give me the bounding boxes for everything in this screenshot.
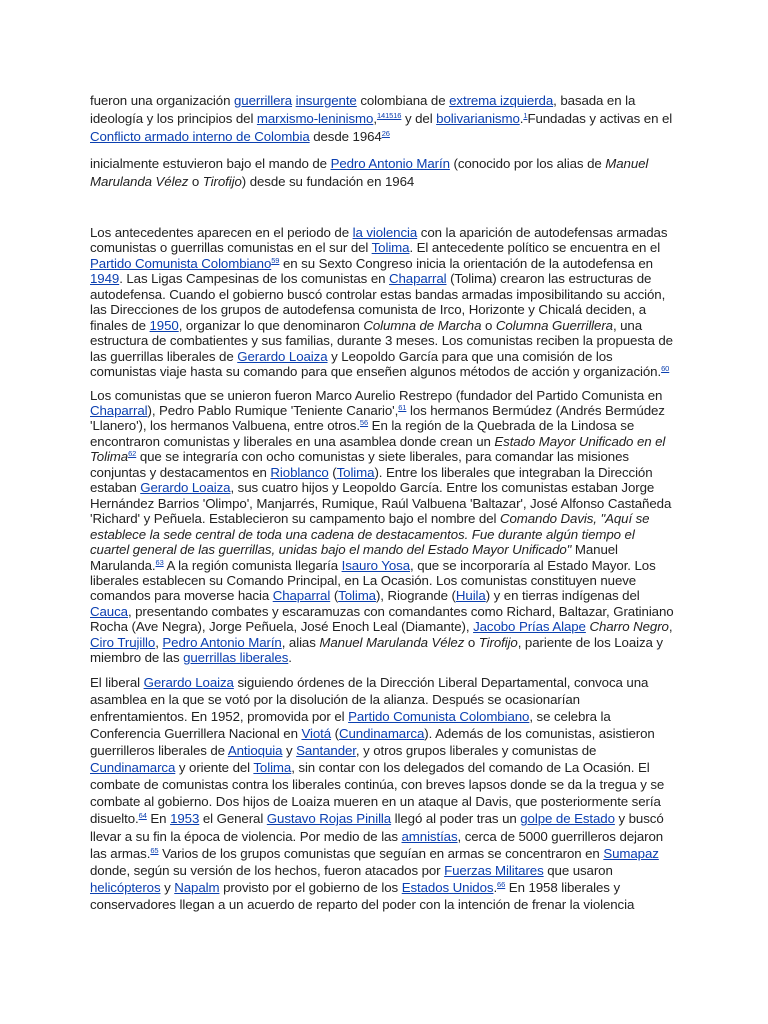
link-amnistias[interactable]: amnistías <box>401 828 458 844</box>
text-run: el General <box>199 811 267 827</box>
text-run: colombiana de <box>356 93 450 108</box>
italic-text: Tirofijo <box>478 634 518 650</box>
link-estados-unidos[interactable]: Estados Unidos <box>401 879 494 895</box>
text-run: donde, según su versión de los hechos, fueron atacados por <box>90 862 445 878</box>
link-chaparral[interactable]: Chaparral <box>272 588 331 604</box>
text-run: y oriente del <box>175 760 254 776</box>
text-run: (conocido por los alias de <box>449 156 606 171</box>
link-viota[interactable]: Viotá <box>301 725 332 741</box>
text-run: En <box>146 811 171 827</box>
text-run: , <box>373 111 377 126</box>
citation <box>661 364 669 373</box>
paragraph-intro <box>90 92 676 146</box>
italic-text: Tirofijo <box>202 174 242 189</box>
citation-link[interactable]: 63 <box>155 557 164 567</box>
text-run: ( <box>328 464 337 480</box>
article-body <box>90 92 676 913</box>
text-run: El liberal <box>90 674 144 690</box>
text-run: llegó al poder tras un <box>391 811 521 827</box>
citation-link[interactable]: 56 <box>359 418 369 428</box>
paragraph-comunistas <box>90 388 676 666</box>
text-run: ), Riogrande ( <box>375 588 456 604</box>
link-golpe-de-estado[interactable]: golpe de Estado <box>520 811 615 827</box>
link-ciro-trujillo[interactable]: Ciro Trujillo <box>90 634 156 650</box>
text-run: (Tolima) crearon las estructuras de autodefensa. Cuando el gobierno buscó controlar estas bandas armadas imposibilitando su acción, las Direcciones de los grupos de autodefensa comunista de Irco, Horizonte y Chicalá deciden, a finales de <box>90 271 666 333</box>
citation <box>156 558 164 567</box>
link-la-violencia[interactable]: la violencia <box>352 225 418 240</box>
text-run: , se celebra la Conferencia Guerrillera Nacional en <box>90 708 611 741</box>
link-napalm[interactable]: Napalm <box>174 879 220 895</box>
link-bolivarianismo[interactable]: bolivarianismo <box>436 111 520 126</box>
text-run: o <box>188 174 203 189</box>
link-gerardo-loaiza[interactable]: Gerardo Loaiza <box>237 348 328 364</box>
link-tolima[interactable]: Tolima <box>336 464 375 480</box>
text-run: Varios de los grupos comunistas que seguían en armas se concentraron en <box>158 845 604 861</box>
citation-link[interactable]: 61 <box>398 402 407 412</box>
text-run: con la aparición de autodefensas armadas comunistas o guerrillas comunistas en el sur del <box>90 225 668 256</box>
text-run: , presentando combates y escaramuzas con comandantes como Richard, Baltazar, Gratiniano Rocha (Ave Negra), Jorge Peñuela, José Enoch Leal (Diamante), <box>90 603 674 635</box>
link-helicopteros[interactable]: helicópteros <box>90 879 161 895</box>
citation-link[interactable]: 59 <box>271 255 280 265</box>
link-tolima[interactable]: Tolima <box>338 588 376 604</box>
link-partido-comunista-colombiano[interactable]: Partido Comunista Colombiano <box>90 255 272 271</box>
link-gerardo-loaiza[interactable]: Gerardo Loaiza <box>140 480 231 496</box>
citation-link[interactable]: 66 <box>497 879 506 889</box>
text-run: , pariente de los Loaiza y miembro de las <box>90 634 663 666</box>
text-run: . <box>519 111 524 126</box>
text-run: ). Entre los liberales que integraban la Dirección estaban <box>90 464 653 496</box>
link-chaparral[interactable]: Chaparral <box>389 271 447 287</box>
text-run: y <box>282 743 297 759</box>
text-run: que usaron <box>543 862 613 878</box>
link-marxismo-leninismo[interactable]: marxismo-leninismo <box>256 111 374 126</box>
citation-link[interactable]: 62 <box>128 449 137 459</box>
text-run: , sus cuatro hijos y Leopoldo García. Entre los comunistas estaban Jorge Hernández Barrios 'Olimpo', Manjarrés, Rumique, Raúl Valbuena 'Baltazar', José Alfonso Castañeda 'Richard' y Peñuela. Establecieron su campamento bajo el nombre del <box>90 480 672 527</box>
text-run: ) y en tierras indígenas del <box>485 588 640 604</box>
link-pedro-antonio-marin[interactable]: Pedro Antonio Marín <box>162 634 282 650</box>
link-cundinamarca[interactable]: Cundinamarca <box>90 760 176 776</box>
text-run: . Las Ligas Campesinas de los comunistas en <box>119 271 389 287</box>
text-run: A la región comunista llegaría <box>163 557 342 573</box>
text-run: ), Pedro Pablo Rumique 'Teniente Canario', <box>147 402 399 418</box>
link-huila[interactable]: Huila <box>455 588 486 604</box>
citation <box>360 418 368 427</box>
citation <box>150 846 158 855</box>
link-1953[interactable]: 1953 <box>170 811 200 827</box>
citation <box>497 880 505 889</box>
citation-link[interactable]: 26 <box>381 129 390 138</box>
italic-text: Comando Davis, "Aquí se establece la sede central de toda una cadena de destacamentos. Fue durante algún tiempo el cuartel general de las guerrillas, unidas bajo el mando del Estado Mayor Unificado" <box>90 511 650 558</box>
citation <box>377 111 401 120</box>
link-chaparral[interactable]: Chaparral <box>90 402 148 418</box>
citation-link[interactable]: 141516 <box>376 111 402 120</box>
link-antioquia[interactable]: Antioquia <box>227 743 283 759</box>
text-run: , que se incorporaría al Estado Mayor. Los liberales establecen su Comando Principal, en La Ocasión. Los comunistas constituyen nueve comandos para moverse hacia <box>90 557 656 604</box>
link-conflicto-armado-interno-de-colombia[interactable]: Conflicto armado interno de Colombia <box>90 129 310 144</box>
text-run: o <box>481 317 496 333</box>
text-run: los hermanos Bermúdez (Andrés Bermúdez 'Llanero'), los hermanos Valbuena, entre otros. <box>90 402 665 434</box>
text-run: , alias <box>281 634 320 650</box>
citation <box>382 129 390 138</box>
link-fuerzas-militares[interactable]: Fuerzas Militares <box>444 862 544 878</box>
text-run: En la región de la Quebrada de la Lindosa se encontraron comunistas y liberales en una asamblea donde crean un <box>90 418 635 449</box>
text-run: fueron una organización <box>90 93 234 108</box>
text-run: ( <box>330 588 339 604</box>
link-rioblanco[interactable]: Rioblanco <box>270 464 329 480</box>
link-santander[interactable]: Santander <box>296 743 356 759</box>
text-run: y buscó llevar a su fin la época de violencia. Por medio de las <box>90 811 664 844</box>
text-run: siguiendo órdenes de la Dirección Liberal Departamental, convoca una asamblea en la que se votó por la disolución de la alianza. Después se ocasionarían enfrentamientos. En 1952, promovida por el <box>90 674 649 724</box>
text-run: o <box>464 634 479 650</box>
link-pedro-antonio-marin[interactable]: Pedro Antonio Marín <box>330 156 450 171</box>
link-guerrillas-liberales[interactable]: guerrillas liberales <box>183 650 289 666</box>
text-run: ) desde su fundación en 1964 <box>241 174 415 189</box>
text-run: , una estructura de combatientes y sus familias, durante 3 meses. Los comunistas reciben la propuesta de las guerrillas liberales de <box>90 317 673 364</box>
text-run: y Leopoldo García para que una comisión de los comunistas viaje hasta su comando para que enseñen algunos métodos de acción y organización. <box>90 348 662 380</box>
link-1949[interactable]: 1949 <box>90 271 120 287</box>
text-run: . El antecedente político se encuentra en el <box>409 240 661 256</box>
text-run: en su Sexto Congreso inicia la orientación de la autodefensa en <box>279 255 653 271</box>
text-run: , <box>668 619 673 635</box>
text-run: , organizar lo que denominaron <box>178 317 364 333</box>
link-cauca[interactable]: Cauca <box>90 603 128 619</box>
paragraph-command <box>90 155 676 191</box>
link-partido-comunista-colombiano[interactable]: Partido Comunista Colombiano <box>348 708 530 724</box>
text-run: inicialmente estuvieron bajo el mando de <box>90 156 331 171</box>
link-gustavo-rojas-pinilla[interactable]: Gustavo Rojas Pinilla <box>266 811 392 827</box>
link-tolima[interactable]: Tolima <box>253 760 292 776</box>
text-run: que se integraría con ocho comunistas y siete liberales, para comandar las misiones conjuntas y destacamentos en <box>90 449 629 480</box>
link-1950[interactable]: 1950 <box>149 317 179 333</box>
text-run: . <box>493 879 498 895</box>
text-run: Manuel Marulanda. <box>90 542 618 573</box>
citation-link[interactable]: 1 <box>523 111 528 120</box>
text-run: . <box>288 650 292 666</box>
link-extrema-izquierda[interactable]: extrema izquierda <box>449 93 554 108</box>
text-run: provisto por el gobierno de los <box>219 879 402 895</box>
text-run: y <box>160 879 175 895</box>
link-guerrillera[interactable]: guerrillera <box>233 93 293 108</box>
link-gerardo-loaiza[interactable]: Gerardo Loaiza <box>143 674 234 690</box>
paragraph-liberal <box>90 674 676 913</box>
citation-link[interactable]: 65 <box>150 845 159 855</box>
text-run: ). Además de los comunistas, asistieron guerrilleros liberales de <box>90 725 655 759</box>
italic-text: Columna de Marcha <box>363 317 482 333</box>
link-cundinamarca[interactable]: Cundinamarca <box>339 725 425 741</box>
text-run: , basada en la ideología y los principios del <box>90 93 636 126</box>
link-isauro-yosa[interactable]: Isauro Yosa <box>341 557 410 573</box>
italic-text: Estado Mayor Unificado en el Tolima <box>90 433 666 465</box>
text-run: Fundadas y activas en el <box>527 111 673 126</box>
text-run: , y otros grupos liberales y comunistas de <box>355 743 597 759</box>
paragraph-antecedentes <box>90 225 676 380</box>
link-jacobo-prias-alape[interactable]: Jacobo Prías Alape <box>473 619 586 635</box>
citation <box>128 449 136 458</box>
italic-text: Columna Guerrillera <box>495 317 613 333</box>
link-tolima[interactable]: Tolima <box>371 240 410 256</box>
text-run: desde 1964 <box>309 129 382 144</box>
italic-text: Charro Negro <box>589 619 669 635</box>
link-sumapaz[interactable]: Sumapaz <box>603 845 659 861</box>
text-run: Los comunistas que se unieron fueron Marco Aurelio Restrepo (fundador del Partido Comunista en <box>90 387 663 403</box>
italic-text: Manuel Marulanda Vélez <box>319 634 465 650</box>
text-run: En 1958 liberales y conservadores llegan a un acuerdo de reparto del poder con la intención de frenar la violencia <box>90 879 635 912</box>
citation-link[interactable]: 60 <box>661 364 670 374</box>
citation <box>139 811 147 820</box>
text-run: y del <box>401 111 437 126</box>
text-run: ( <box>331 725 339 741</box>
text-run: Los antecedentes aparecen en el periodo de <box>90 225 353 240</box>
text-run: , sin contar con los delegados del comando de La Ocasión. El combate de comunistas contra los liberales continúa, con breves lapsos donde se da la tregua y se combate al gobierno. Dos hijos de Loaiza mueren en un ataque al Davis, que posteriormente sería disuelto. <box>90 760 665 827</box>
citation-link[interactable]: 64 <box>138 811 147 821</box>
italic-text: Manuel Marulanda Vélez <box>90 156 649 189</box>
text-run: , <box>155 634 163 650</box>
text-run: , cerca de 5000 guerrilleros dejaron las armas. <box>90 828 664 861</box>
link-insurgente[interactable]: insurgente <box>295 93 357 108</box>
